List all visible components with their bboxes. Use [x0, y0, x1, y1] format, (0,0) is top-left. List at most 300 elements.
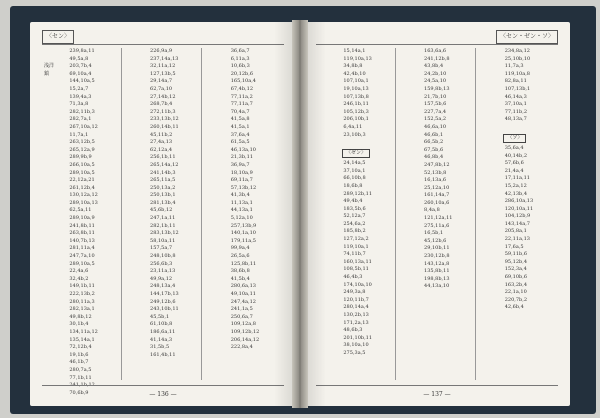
entry-term	[44, 162, 69, 170]
index-entry	[205, 337, 280, 345]
index-entry	[479, 63, 554, 71]
entry-term	[399, 154, 424, 162]
entry-term	[205, 245, 230, 253]
index-entry	[479, 168, 554, 176]
index-entry	[205, 238, 280, 246]
entry-term	[44, 215, 69, 223]
index-entry	[399, 200, 474, 208]
entry-reference: 66,10b,8	[343, 175, 366, 182]
entry-reference: 286,10a,13	[504, 198, 534, 205]
entry-reference: 206,10b,1	[343, 116, 369, 123]
index-entry	[44, 283, 119, 291]
entry-term	[44, 200, 69, 208]
index-entry	[479, 56, 554, 64]
entry-term	[44, 276, 69, 284]
index-entry	[125, 170, 200, 178]
entry-reference: 185,8b,2	[343, 228, 366, 235]
entry-term	[44, 268, 69, 276]
index-entry	[399, 192, 474, 200]
entry-reference: 275,11a,6	[424, 222, 450, 229]
entry-term	[44, 291, 69, 299]
index-entry	[399, 139, 474, 147]
entry-reference: 134,11a,12	[69, 328, 98, 335]
entry-term	[44, 230, 69, 238]
entry-term	[479, 48, 504, 56]
entry-reference: 11,13a,1	[230, 199, 253, 206]
index-entry	[125, 48, 200, 56]
entry-reference: 15,2a,7	[69, 85, 89, 92]
entry-reference: 46,6b,1	[424, 131, 444, 138]
entry-term	[205, 261, 230, 269]
entry-reference: 16,13a,6	[424, 177, 447, 184]
index-entry	[399, 215, 474, 223]
entry-reference: 165,10a,4	[230, 78, 256, 85]
index-entry	[205, 276, 280, 284]
entry-reference: 44,13a,1	[230, 207, 253, 214]
entry-reference: 171,2a,13	[343, 319, 369, 326]
entry-term	[205, 154, 230, 162]
entry-reference: 143,14a,7	[504, 220, 530, 227]
index-entry	[125, 154, 200, 162]
entry-term	[479, 153, 504, 161]
entry-term	[479, 116, 504, 124]
index-entry	[318, 71, 393, 79]
entry-term	[125, 215, 150, 223]
entry-term	[479, 221, 504, 229]
entry-term	[205, 283, 230, 291]
index-entry	[318, 198, 393, 206]
entry-reference: 49,5a,8	[69, 55, 89, 62]
index-entry	[205, 230, 280, 238]
entry-reference: 18,6b,8	[343, 182, 363, 189]
entry-term	[205, 124, 230, 132]
entry-reference: 35,6a,4	[504, 144, 524, 151]
entry-reference: 16,5b,1	[424, 230, 444, 237]
entry-reference: 256,6b,3	[150, 260, 173, 267]
entry-reference: 25,10b,10	[504, 55, 531, 62]
index-entry	[205, 192, 280, 200]
entry-reference: 282,1b,11	[150, 222, 176, 229]
entry-reference: 241,8b,11	[69, 222, 95, 229]
index-entry	[125, 291, 200, 299]
index-entry	[44, 337, 119, 345]
entry-reference: 59,11b,6	[504, 251, 528, 258]
index-entry	[479, 198, 554, 206]
index-entry	[318, 297, 393, 305]
index-entry	[205, 207, 280, 215]
entry-reference: 6,11a,3	[230, 55, 250, 62]
entry-term	[479, 289, 504, 297]
entry-reference: 280,7a,5	[69, 366, 92, 373]
left-column-3	[201, 48, 282, 380]
index-entry	[318, 335, 393, 343]
entry-term	[205, 132, 230, 140]
entry-reference: 260,14b,11	[150, 123, 179, 130]
entry-term	[125, 245, 150, 253]
entry-term	[205, 207, 230, 215]
entry-term	[125, 230, 150, 238]
index-entry	[125, 185, 200, 193]
entry-reference: 143,12a,8	[424, 260, 450, 267]
entry-reference: 46,4b,3	[343, 274, 363, 281]
entry-reference: 125,8b,11	[230, 260, 257, 267]
entry-term	[44, 337, 69, 345]
entry-reference: 57,6b,6	[504, 160, 524, 167]
index-entry	[125, 207, 200, 215]
entry-reference: 265,14a,12	[150, 161, 179, 168]
index-entry	[205, 215, 280, 223]
entry-term	[125, 78, 150, 86]
entry-reference: 135,14a,1	[69, 336, 95, 343]
entry-term	[125, 71, 150, 79]
entry-term	[479, 94, 504, 102]
entry-reference: 8,4a,8	[424, 207, 440, 214]
index-entry	[125, 116, 200, 124]
entry-term	[479, 63, 504, 71]
entry-reference: 159,8b,13	[424, 85, 450, 92]
index-entry	[205, 344, 280, 352]
entry-reference: 163,6a,6	[424, 48, 447, 54]
entry-term	[399, 56, 424, 64]
entry-term	[205, 86, 230, 94]
entry-term	[44, 109, 69, 117]
entry-reference: 29,10b,11	[424, 245, 450, 252]
entry-reference: 249,12b,6	[150, 298, 176, 305]
index-entry	[205, 261, 280, 269]
entry-reference: 69,10b,6	[504, 274, 528, 281]
entry-term	[479, 266, 504, 274]
entry-term	[125, 56, 150, 64]
index-entry	[479, 175, 554, 183]
index-entry	[125, 109, 200, 117]
index-entry	[44, 192, 119, 200]
index-entry	[318, 109, 393, 117]
entry-term	[479, 304, 504, 312]
entry-reference: 248,10b,8	[150, 253, 176, 260]
entry-term	[125, 63, 150, 71]
entry-reference: 282,7a,1	[69, 116, 92, 123]
entry-reference: 179,11a,5	[230, 237, 256, 244]
index-entry	[205, 306, 280, 314]
entry-term	[125, 94, 150, 102]
entry-term	[44, 78, 69, 86]
entry-reference: 41,5b,4	[230, 275, 250, 282]
entry-term	[399, 192, 424, 200]
entry-reference: 48,6b,3	[343, 327, 363, 334]
entry-reference: 108,5b,11	[343, 266, 369, 273]
index-entry	[399, 177, 474, 185]
index-entry	[479, 101, 554, 109]
index-entry	[205, 291, 280, 299]
entry-term	[399, 200, 424, 208]
entry-reference: 161,14a,7	[424, 192, 450, 199]
entry-term	[205, 344, 230, 352]
index-entry	[399, 207, 474, 215]
entry-reference: 220,7b,2	[504, 296, 528, 303]
entry-term	[44, 375, 69, 383]
index-entry	[125, 139, 200, 147]
index-entry	[399, 253, 474, 261]
index-entry	[399, 170, 474, 178]
entry-reference: 107,10a,1	[343, 78, 369, 85]
index-entry	[205, 185, 280, 193]
index-entry	[125, 56, 200, 64]
entry-reference: 119,10a,13	[343, 55, 372, 62]
index-entry	[44, 162, 119, 170]
entry-term	[205, 78, 230, 86]
index-entry	[318, 183, 393, 191]
index-entry	[479, 282, 554, 290]
entry-reference: 272,11b,3	[150, 108, 176, 115]
entry-term	[205, 71, 230, 79]
index-entry	[125, 63, 200, 71]
index-entry	[44, 200, 119, 208]
entry-term	[125, 314, 150, 322]
entry-term	[205, 337, 230, 345]
entry-term	[44, 321, 69, 329]
entry-reference: 22,12a,21	[69, 177, 95, 184]
index-entry	[125, 299, 200, 307]
index-entry	[125, 329, 200, 337]
entry-reference: 222,8a,4	[230, 344, 253, 351]
index-entry	[399, 147, 474, 155]
entry-reference: 206,14a,12	[230, 336, 260, 343]
right-column-1	[318, 48, 395, 380]
entry-reference: 17,6a,5	[504, 243, 524, 250]
left-page-header: 〈セン〉	[42, 30, 74, 44]
index-entry	[399, 245, 474, 253]
entry-reference: 74,11b,7	[343, 251, 366, 258]
index-entry	[318, 116, 393, 124]
entry-reference: 139,4a,3	[69, 93, 92, 100]
index-entry	[318, 251, 393, 259]
entry-term	[125, 352, 150, 360]
entry-term	[205, 94, 230, 102]
index-entry	[44, 139, 119, 147]
entry-reference: 45,6b,12	[150, 207, 173, 214]
index-entry	[44, 78, 119, 86]
index-entry	[44, 268, 119, 276]
index-entry	[44, 109, 119, 117]
entry-term	[44, 344, 69, 352]
entry-reference: 30,1b,4	[69, 321, 89, 328]
entry-reference: 205,8a,1	[504, 228, 527, 235]
entry-reference: 183,5b,6	[343, 205, 366, 212]
entry-reference: 57,13b,12	[230, 184, 257, 191]
entry-reference: 127,13b,5	[150, 70, 176, 77]
index-entry	[318, 304, 393, 312]
entry-reference: 226,9a,9	[150, 48, 173, 54]
entry-reference: 107,13b,1	[504, 85, 531, 92]
index-entry	[479, 244, 554, 252]
entry-reference: 248,13a,4	[150, 283, 176, 290]
index-entry	[44, 359, 119, 367]
index-entry	[205, 124, 280, 132]
index-entry	[44, 367, 119, 375]
entry-term: 浅洋	[44, 63, 55, 70]
entry-reference: 239,8a,11	[69, 48, 95, 54]
entry-term	[479, 274, 504, 282]
entry-term	[125, 170, 150, 178]
index-entry	[479, 86, 554, 94]
entry-reference: 140,1a,10	[230, 230, 256, 237]
entry-reference: 26,5a,6	[230, 253, 250, 260]
entry-term	[205, 299, 230, 307]
entry-reference: 119,10a,1	[343, 243, 369, 250]
entry-term	[205, 291, 230, 299]
index-entry	[399, 268, 474, 276]
entry-reference: 265,12a,9	[69, 146, 95, 153]
index-entry	[399, 238, 474, 246]
entry-reference: 61,5a,5	[230, 139, 250, 146]
index-entry	[205, 162, 280, 170]
entry-term	[44, 283, 69, 291]
index-entry	[44, 230, 119, 238]
entry-reference: 120,10a,11	[504, 205, 534, 212]
entry-reference: 70,6b,9	[69, 389, 89, 396]
entry-reference: 254,6a,2	[343, 220, 366, 227]
index-entry	[125, 306, 200, 314]
entry-term	[479, 168, 504, 176]
entry-term	[479, 259, 504, 267]
entry-term: 鎮	[44, 70, 50, 77]
index-entry	[125, 162, 200, 170]
entry-reference: 77,1b,11	[69, 374, 92, 381]
entry-reference: 140,7b,13	[69, 237, 95, 244]
entry-reference: 25,12a,10	[424, 184, 450, 191]
entry-reference: 247,4a,12	[230, 298, 256, 305]
index-entry	[318, 86, 393, 94]
entry-term	[399, 147, 424, 155]
index-entry	[44, 321, 119, 329]
entry-term	[125, 344, 150, 352]
index-entry	[44, 48, 119, 56]
entry-term	[399, 63, 424, 71]
entry-term	[205, 314, 230, 322]
entry-reference: 157,5b,6	[424, 101, 447, 108]
index-entry	[479, 109, 554, 117]
entry-term	[479, 101, 504, 109]
right-page-number: — 137 —	[423, 391, 451, 398]
entry-reference: 77,11a,2	[230, 93, 253, 100]
index-entry	[479, 94, 554, 102]
entry-term	[399, 283, 424, 291]
entry-term	[205, 253, 230, 261]
entry-term	[479, 198, 504, 206]
entry-term	[44, 238, 69, 246]
entry-reference: 268,7b,4	[150, 101, 173, 108]
entry-term	[125, 207, 150, 215]
entry-reference: 250,6a,7	[230, 313, 253, 320]
left-column-2	[121, 48, 202, 380]
entry-reference: 61,10b,8	[150, 321, 173, 328]
entry-term	[479, 160, 504, 168]
entry-reference: 280,11a,3	[69, 298, 95, 305]
index-entry	[399, 78, 474, 86]
entry-term	[205, 192, 230, 200]
entry-reference: 289,10a,9	[69, 215, 95, 222]
entry-reference: 201,10b,11	[343, 334, 373, 341]
index-entry	[399, 48, 474, 56]
index-entry	[125, 223, 200, 231]
entry-term	[399, 78, 424, 86]
entry-reference: 41,5a,1	[230, 123, 250, 130]
index-entry	[44, 238, 119, 246]
entry-reference: 249,3a,8	[343, 289, 366, 296]
index-entry	[318, 236, 393, 244]
entry-term	[125, 321, 150, 329]
index-entry	[205, 177, 280, 185]
entry-term	[125, 154, 150, 162]
entry-reference: 160,13a,11	[343, 258, 372, 265]
entry-term	[205, 109, 230, 117]
entry-reference: 6,4a,11	[343, 123, 363, 130]
entry-reference: 250,13b,1	[150, 192, 176, 199]
entry-term	[44, 139, 69, 147]
index-entry	[44, 306, 119, 314]
entry-term	[125, 192, 150, 200]
index-entry	[399, 109, 474, 117]
entry-reference: 130,12a,12	[69, 192, 98, 199]
index-entry	[479, 78, 554, 86]
entry-reference: 10,6b,3	[230, 63, 250, 70]
index-entry	[44, 147, 119, 155]
index-entry	[479, 221, 554, 229]
entry-reference: 38,6b,8	[230, 268, 250, 275]
entry-term	[125, 124, 150, 132]
entry-term	[399, 253, 424, 261]
index-entry	[479, 183, 554, 191]
entry-reference: 241,1b,12	[69, 382, 95, 389]
entry-reference: 152,5a,2	[424, 116, 447, 123]
index-entry	[205, 86, 280, 94]
entry-reference: 23,11a,13	[150, 268, 176, 275]
index-entry	[399, 56, 474, 64]
entry-term	[399, 101, 424, 109]
entry-term	[399, 223, 424, 231]
entry-term	[205, 177, 230, 185]
entry-reference: 27,4a,13	[150, 139, 173, 146]
entry-reference: 52,12a,7	[343, 213, 366, 220]
index-entry	[399, 276, 474, 284]
entry-reference: 256,1b,11	[150, 154, 176, 161]
index-entry	[318, 221, 393, 229]
entry-reference: 11,7a,1	[69, 131, 89, 138]
entry-reference: 161,4b,11	[150, 351, 176, 358]
index-entry	[125, 344, 200, 352]
entry-reference: 31,5b,5	[150, 344, 170, 351]
entry-reference: 152,3a,4	[504, 266, 527, 273]
entry-term	[399, 162, 424, 170]
entry-term	[125, 223, 150, 231]
entry-term	[399, 238, 424, 246]
entry-reference: 104,12b,9	[504, 213, 531, 220]
entry-reference: 62,5a,11	[69, 207, 92, 214]
entry-reference: 280,14a,4	[343, 304, 369, 311]
entry-term	[44, 116, 69, 124]
left-column-1	[44, 48, 121, 396]
entry-term	[44, 170, 69, 178]
entry-term	[44, 177, 69, 185]
index-entry	[205, 63, 280, 71]
entry-term	[205, 238, 230, 246]
index-entry	[318, 132, 393, 140]
entry-reference: 66,5b,2	[424, 139, 444, 146]
index-entry	[125, 177, 200, 185]
entry-term	[205, 162, 230, 170]
index-entry	[318, 213, 393, 221]
index-entry	[318, 342, 393, 350]
